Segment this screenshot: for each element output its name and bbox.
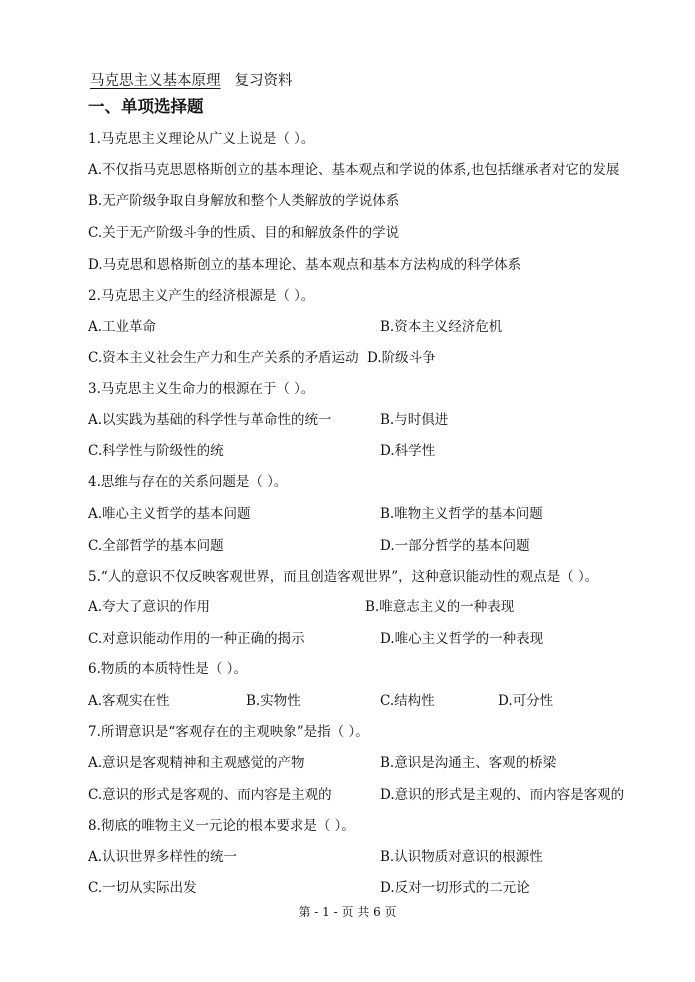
q6-option-d: D.可分性 xyxy=(498,693,554,709)
q4-option-b: B.唯物主义哲学的基本问题 xyxy=(380,506,543,522)
q8-option-b: B.认识物质对意识的根源性 xyxy=(380,849,543,865)
q3-option-b: B.与时俱进 xyxy=(380,412,449,428)
q5-option-b: B.唯意志主义的一种表现 xyxy=(365,599,515,615)
q4-option-c: C.全部哲学的基本问题 xyxy=(88,538,224,554)
question-2: 2.马克思主义产生的经济根源是（ ）。 xyxy=(88,288,315,304)
q1-option-d: D.马克思和恩格斯创立的基本理论、基本观点和基本方法构成的科学体系 xyxy=(88,257,522,273)
q7-option-d: D.意识的形式是主观的、而内容是客观的 xyxy=(380,787,625,803)
document-title xyxy=(90,72,293,90)
q2-option-c: C.资本主义社会生产力和生产关系的矛盾运动 xyxy=(88,350,359,366)
q8-option-a: A.认识世界多样性的统一 xyxy=(88,849,238,865)
q8-option-d: D.反对一切形式的二元论 xyxy=(380,880,530,896)
q3-option-d: D.科学性 xyxy=(380,443,436,459)
q7-option-c: C.意识的形式是客观的、而内容是主观的 xyxy=(88,787,332,803)
q8-option-c: C.一切从实际出发 xyxy=(88,880,197,896)
q5-option-a: A.夸大了意识的作用 xyxy=(88,599,211,615)
q2-option-d: D.阶级斗争 xyxy=(367,350,436,366)
question-3: 3.马克思主义生命力的根源在于（ ）。 xyxy=(88,381,315,397)
q6-option-a: A.客观实在性 xyxy=(88,693,170,709)
q7-option-a: A.意识是客观精神和主观感觉的产物 xyxy=(88,755,305,771)
q2-option-b: B.资本主义经济危机 xyxy=(380,319,503,335)
q1-option-c: C.关于无产阶级斗争的性质、目的和解放条件的学说 xyxy=(88,225,400,241)
question-7: 7.所谓意识是“客观存在的主观映象”是指（ ）。 xyxy=(88,724,369,740)
q4-option-a: A.唯心主义哲学的基本问题 xyxy=(88,506,251,522)
q2-option-a: A.工业革命 xyxy=(88,319,157,335)
q5-option-d: D.唯心主义哲学的一种表现 xyxy=(380,631,544,647)
question-5: 5.“人的意识不仅反映客观世界，而且创造客观世界”，这种意识能动性的观点是（ ）。 xyxy=(88,569,599,585)
question-8: 8.彻底的唯物主义一元论的根本要求是（ ）。 xyxy=(88,818,355,834)
page-footer: 第 - 1 - 页 共 6 页 xyxy=(298,905,397,919)
question-4: 4.思维与存在的关系问题是（ ）。 xyxy=(88,474,288,490)
document-subtitle: 复习资料 xyxy=(234,73,293,89)
question-1: 1.马克思主义理论从广义上说是（ ）。 xyxy=(88,131,315,147)
q6-option-c: C.结构性 xyxy=(380,693,435,709)
q3-option-c: C.科学性与阶级性的统 xyxy=(88,443,224,459)
q1-option-b: B.无产阶级争取自身解放和整个人类解放的学说体系 xyxy=(88,193,400,209)
q7-option-b: B.意识是沟通主、客观的桥梁 xyxy=(380,755,557,771)
q1-option-a: A.不仅指马克思恩格斯创立的基本理论、基本观点和学说的体系,也包括继承者对它的发展 xyxy=(88,162,620,178)
q3-option-a: A.以实践为基础的科学性与革命性的统一 xyxy=(88,412,332,428)
q4-option-d: D.一部分哲学的基本问题 xyxy=(380,538,530,554)
q5-option-c: C.对意识能动作用的一种正确的揭示 xyxy=(88,631,305,647)
course-name: 马克思主义基本原理 xyxy=(90,73,221,89)
q6-option-b: B.实物性 xyxy=(246,693,301,709)
question-6: 6.物质的本质特性是（ ）。 xyxy=(88,661,247,677)
section-heading: 一、单项选择题 xyxy=(88,97,204,116)
